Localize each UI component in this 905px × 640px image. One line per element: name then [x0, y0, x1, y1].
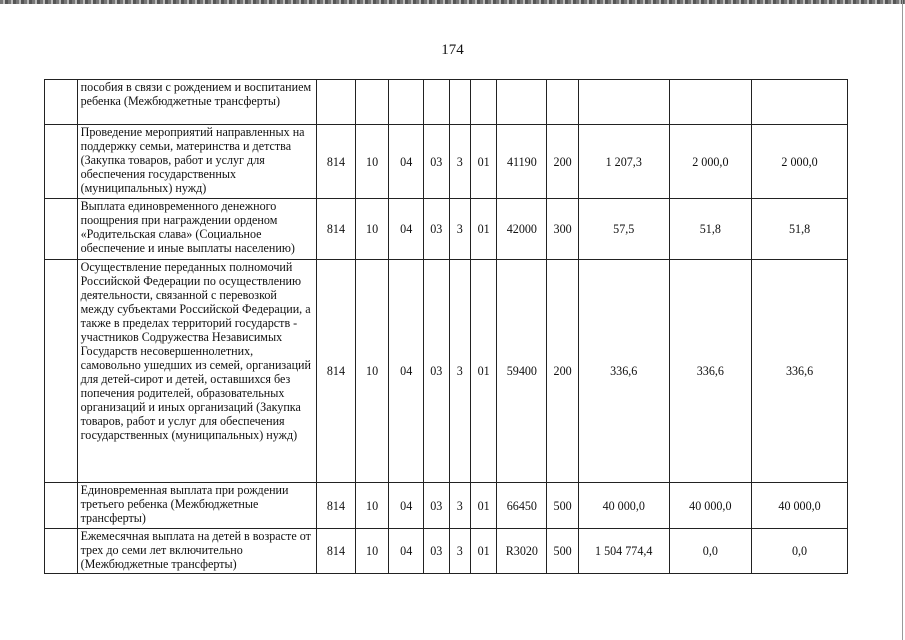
budget-table — [44, 79, 848, 574]
subsection-code-cell: 04 — [389, 125, 424, 199]
row-number-cell — [45, 80, 78, 125]
row-number-cell — [45, 483, 78, 529]
amount-year1-cell: 1 207,3 — [578, 125, 669, 199]
amount-year3-cell: 51,8 — [752, 199, 848, 260]
program-code-cell: 03 — [424, 529, 449, 574]
direction-code-cell: R3020 — [497, 529, 547, 574]
section-code-cell: 10 — [355, 125, 389, 199]
row-number-cell — [45, 199, 78, 260]
scan-edge-right — [902, 0, 903, 640]
direction-code-cell — [497, 80, 547, 125]
section-code-cell — [355, 80, 389, 125]
section-code-cell: 10 — [355, 529, 389, 574]
subprogram-code-cell — [449, 80, 470, 125]
amount-year3-cell — [752, 80, 848, 125]
amount-year3-cell: 2 000,0 — [752, 125, 848, 199]
expense-type-code-cell — [547, 80, 579, 125]
scan-edge-top — [0, 0, 905, 4]
direction-code-cell: 66450 — [497, 483, 547, 529]
amount-year3-cell: 40 000,0 — [752, 483, 848, 529]
page-number: 174 — [441, 42, 464, 58]
amount-year1-cell: 1 504 774,4 — [578, 529, 669, 574]
amount-year3-cell: 336,6 — [752, 260, 848, 483]
amount-year3-cell: 0,0 — [752, 529, 848, 574]
row-number-cell — [45, 529, 78, 574]
table-row — [45, 199, 848, 260]
event-code-cell: 01 — [470, 483, 496, 529]
section-code-cell: 10 — [355, 260, 389, 483]
subprogram-code-cell: 3 — [449, 125, 470, 199]
subprogram-code-cell: 3 — [449, 260, 470, 483]
amount-year1-cell: 336,6 — [578, 260, 669, 483]
amount-year1-cell: 40 000,0 — [578, 483, 669, 529]
expense-name-cell: пособия в связи с рождением и воспитанием ребенка (Межбюджетные трансферты) — [77, 80, 316, 125]
amount-year1-cell: 57,5 — [578, 199, 669, 260]
expense-name-cell: Единовременная выплата при рождении третьего ребенка (Межбюджетные трансферты) — [77, 483, 316, 529]
expense-name-cell: Ежемесячная выплата на детей в возрасте от трех до семи лет включительно (Межбюджетные трансферты) — [77, 529, 316, 574]
amount-year2-cell: 0,0 — [669, 529, 752, 574]
event-code-cell: 01 — [470, 260, 496, 483]
direction-code-cell: 42000 — [497, 199, 547, 260]
table-row — [45, 80, 848, 125]
subsection-code-cell — [389, 80, 424, 125]
row-number-cell — [45, 260, 78, 483]
subsection-code-cell: 04 — [389, 260, 424, 483]
table-row — [45, 260, 848, 483]
table-row — [45, 483, 848, 529]
event-code-cell: 01 — [470, 125, 496, 199]
table-row — [45, 125, 848, 199]
program-code-cell — [424, 80, 449, 125]
amount-year2-cell — [669, 80, 752, 125]
amount-year2-cell: 40 000,0 — [669, 483, 752, 529]
direction-code-cell: 59400 — [497, 260, 547, 483]
amount-year2-cell: 2 000,0 — [669, 125, 752, 199]
section-code-cell: 10 — [355, 199, 389, 260]
expense-type-code-cell: 500 — [547, 483, 579, 529]
expense-type-code-cell: 300 — [547, 199, 579, 260]
subsection-code-cell: 04 — [389, 199, 424, 260]
subsection-code-cell: 04 — [389, 483, 424, 529]
row-number-cell — [45, 125, 78, 199]
ministry-code-cell — [317, 80, 356, 125]
subsection-code-cell: 04 — [389, 529, 424, 574]
section-code-cell: 10 — [355, 483, 389, 529]
program-code-cell: 03 — [424, 199, 449, 260]
subprogram-code-cell: 3 — [449, 199, 470, 260]
direction-code-cell: 41190 — [497, 125, 547, 199]
ministry-code-cell: 814 — [317, 260, 356, 483]
program-code-cell: 03 — [424, 483, 449, 529]
ministry-code-cell: 814 — [317, 483, 356, 529]
ministry-code-cell: 814 — [317, 529, 356, 574]
event-code-cell: 01 — [470, 199, 496, 260]
expense-name-cell: Выплата единовременного денежного поощрения при награждении орденом «Родительская слава» (Социальное обеспечение и иные выплаты населению) — [77, 199, 316, 260]
amount-year2-cell: 336,6 — [669, 260, 752, 483]
expense-type-code-cell: 200 — [547, 125, 579, 199]
event-code-cell: 01 — [470, 529, 496, 574]
event-code-cell — [470, 80, 496, 125]
subprogram-code-cell: 3 — [449, 529, 470, 574]
ministry-code-cell: 814 — [317, 125, 356, 199]
subprogram-code-cell: 3 — [449, 483, 470, 529]
amount-year2-cell: 51,8 — [669, 199, 752, 260]
program-code-cell: 03 — [424, 125, 449, 199]
table-row — [45, 529, 848, 574]
expense-name-cell: Проведение мероприятий направленных на поддержку семьи, материнства и детства (Закупка товаров, работ и услуг для обеспечения государственных (муниципальных) нужд) — [77, 125, 316, 199]
program-code-cell: 03 — [424, 260, 449, 483]
amount-year1-cell — [578, 80, 669, 125]
ministry-code-cell: 814 — [317, 199, 356, 260]
expense-name-cell: Осуществление переданных полномочий Российской Федерации по осуществлению деятельности, связанной с перевозкой между субъектами Российской Федерации, а также в пределах территорий государств - участников Содружества Независимых Государств несовершеннолетних, самовольно ушедших из семей, организаций для детей-сирот и детей, оставшихся без попечения родителей, образовательных организаций и иных организаций (Закупка товаров, работ и услуг для обеспечения государственных (муниципальных) нужд) — [77, 260, 316, 483]
expense-type-code-cell: 200 — [547, 260, 579, 483]
expense-type-code-cell: 500 — [547, 529, 579, 574]
